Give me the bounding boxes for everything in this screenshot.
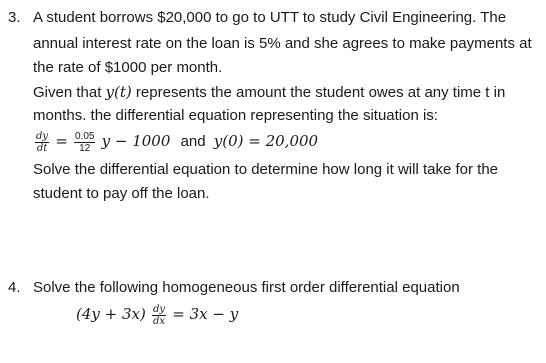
q3-text-line-2: annual interest rate on the loan is 5% and she agrees to make payments at bbox=[33, 35, 532, 52]
q3-text-line-7: student to pay off the loan. bbox=[33, 185, 210, 202]
equation-rhs: = 3x − y bbox=[172, 305, 239, 323]
q4-differential-equation bbox=[76, 300, 238, 328]
and-word: and bbox=[180, 133, 206, 150]
rate-fraction: $\frac{0.05}{12}$ bbox=[74, 130, 95, 154]
q3-text-line-4 bbox=[33, 82, 505, 103]
equation-rest: y − 1000 bbox=[101, 132, 171, 150]
initial-condition: y(0) = 20,000 bbox=[213, 132, 319, 150]
equals-sign: = bbox=[55, 132, 68, 150]
function-y-of-t: y(t) bbox=[105, 83, 132, 101]
q4-text-line-1: Solve the following homogeneous first order differential equation bbox=[33, 279, 460, 296]
q3-text-line-5: months. the differential equation representing the situation is: bbox=[33, 107, 438, 124]
derivative-dy-dt: $\frac{dy}{dt}$ bbox=[36, 130, 49, 154]
question-number: 3. bbox=[8, 9, 21, 26]
q3-line-4-end: represents the amount the student owes at any time t in bbox=[131, 84, 506, 101]
question-number: 4. bbox=[8, 279, 21, 296]
q3-text-line-6: Solve the differential equation to determine how long it will take for the bbox=[33, 161, 498, 178]
q3-differential-equation bbox=[33, 128, 318, 154]
equation-lhs: (4y + 3x) bbox=[76, 305, 146, 323]
q3-text-line-3: the rate of $1000 per month. bbox=[33, 59, 223, 76]
q3-text-line-1: A student borrows $20,000 to go to UTT to study Civil Engineering. The bbox=[33, 9, 507, 26]
q3-line-4-start: Given that bbox=[33, 84, 106, 101]
derivative-dy-dx: $\frac{dy}{dx}$ bbox=[153, 303, 166, 327]
